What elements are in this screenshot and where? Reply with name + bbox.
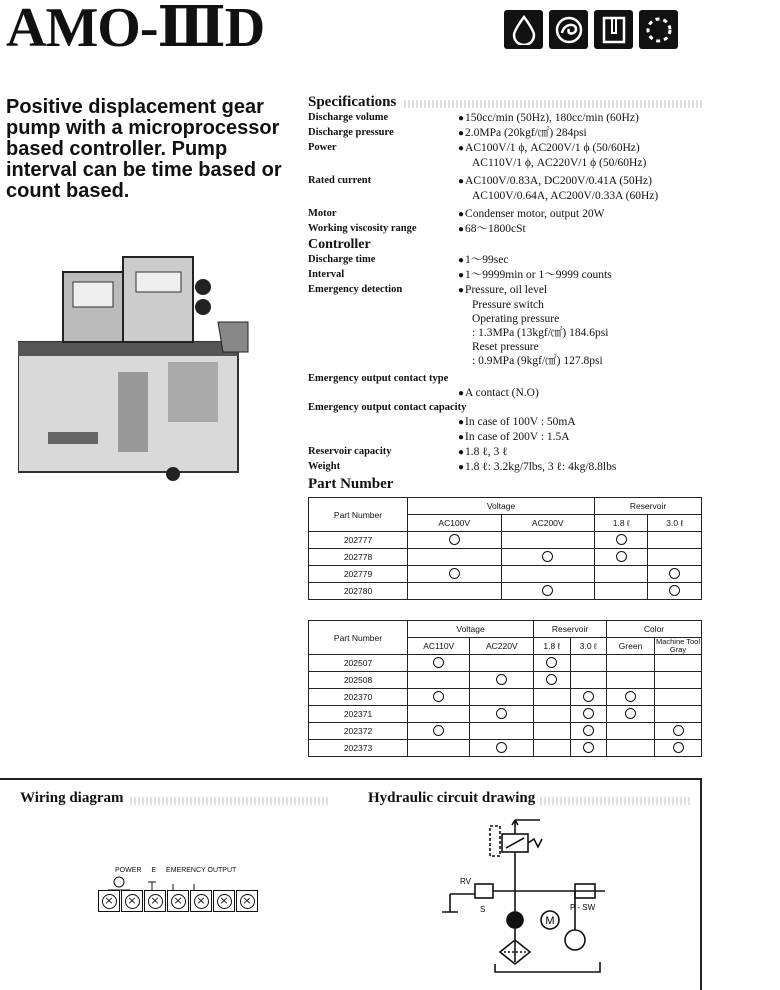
th-ac110v: AC110V bbox=[408, 638, 470, 655]
mark-cell bbox=[408, 549, 502, 566]
circle-mark-icon bbox=[583, 742, 594, 753]
s-label: S bbox=[480, 905, 486, 914]
mark-cell bbox=[655, 672, 702, 689]
th-voltage: Voltage bbox=[408, 498, 595, 515]
mark-cell bbox=[606, 740, 654, 757]
spec-weight: Weight ● 1.8 ℓ: 3.2kg/7lbs, 3 ℓ: 4kg/8.8lbs bbox=[308, 460, 708, 475]
mark-cell bbox=[470, 740, 534, 757]
table-row bbox=[309, 740, 702, 757]
circle-mark-icon bbox=[546, 657, 557, 668]
mark-cell bbox=[408, 583, 502, 600]
part-number-heading: Part Number bbox=[308, 476, 394, 492]
th-ac220v: AC220V bbox=[470, 638, 534, 655]
mark-cell bbox=[408, 740, 470, 757]
page-title: AMO-ⅢD bbox=[6, 0, 265, 59]
circle-mark-icon bbox=[669, 585, 680, 596]
table-row bbox=[309, 549, 702, 566]
terminal-screw-icon: × bbox=[167, 890, 189, 912]
circle-mark-icon bbox=[625, 708, 636, 719]
hydraulic-heading: Hydraulic circuit drawing bbox=[368, 790, 536, 806]
circle-mark-icon bbox=[583, 725, 594, 736]
part-number-cell: 202372 bbox=[309, 723, 408, 740]
terminal-screw-icon: × bbox=[98, 890, 120, 912]
emergency-output-label: EMERENCY OUTPUT bbox=[166, 867, 237, 874]
spec-discharge-volume: Discharge volume ● 150cc/min (50Hz), 180cc/min (60Hz) bbox=[308, 111, 708, 126]
spec-contact-type-label: Emergency output contact type bbox=[308, 373, 449, 384]
mark-cell bbox=[655, 689, 702, 706]
mark-cell bbox=[534, 689, 570, 706]
power-label: POWER bbox=[115, 867, 142, 874]
mark-cell bbox=[408, 655, 470, 672]
mark-cell bbox=[534, 723, 570, 740]
mark-cell bbox=[655, 723, 702, 740]
mark-cell bbox=[408, 706, 470, 723]
th-1-8l: 1.8 ℓ bbox=[595, 515, 648, 532]
terminal-screw-icon: × bbox=[144, 890, 166, 912]
mark-cell bbox=[534, 655, 570, 672]
circle-mark-icon bbox=[433, 691, 444, 702]
mark-cell bbox=[470, 689, 534, 706]
mark-cell bbox=[570, 672, 606, 689]
mark-cell bbox=[655, 740, 702, 757]
mark-cell bbox=[501, 549, 595, 566]
drop-icon bbox=[504, 10, 543, 49]
product-photo bbox=[18, 242, 258, 492]
mark-cell bbox=[595, 549, 648, 566]
table-row bbox=[309, 706, 702, 723]
circle-mark-icon bbox=[673, 725, 684, 736]
circle-mark-icon bbox=[583, 708, 594, 719]
mark-cell bbox=[595, 532, 648, 549]
spec-power: Power ● AC100V/1 ϕ, AC200V/1 ϕ (50/60Hz) AC110V/1 ϕ, AC220V/1 ϕ (50/60Hz) bbox=[308, 141, 708, 170]
mark-cell bbox=[655, 706, 702, 723]
feature-icons bbox=[504, 10, 678, 49]
reservoir-icon bbox=[594, 10, 633, 49]
circle-mark-icon bbox=[496, 742, 507, 753]
mark-cell bbox=[606, 655, 654, 672]
mark-cell bbox=[470, 672, 534, 689]
mark-cell bbox=[470, 723, 534, 740]
part-number-cell: 202507 bbox=[309, 655, 408, 672]
wiring-diagram-heading: Wiring diagram bbox=[20, 790, 124, 806]
spec-motor: Motor ● Condenser motor, output 20W bbox=[308, 207, 708, 222]
e-label: E bbox=[151, 867, 157, 874]
part-number-cell: 202779 bbox=[309, 566, 408, 583]
spec-contact-capacity: ● In case of 100V : 50mA ● In case of 200V : 1.5A bbox=[308, 415, 708, 445]
th-reservoir: Reservoir bbox=[595, 498, 702, 515]
th-green: Green bbox=[606, 638, 654, 655]
mark-cell bbox=[470, 655, 534, 672]
part-number-cell: 202777 bbox=[309, 532, 408, 549]
mark-cell bbox=[534, 706, 570, 723]
mark-cell bbox=[606, 689, 654, 706]
circle-mark-icon bbox=[496, 674, 507, 685]
mark-cell bbox=[501, 566, 595, 583]
th-reservoir: Reservoir bbox=[534, 621, 607, 638]
table-row bbox=[309, 723, 702, 740]
mark-cell bbox=[408, 566, 502, 583]
spec-reservoir: Reservoir capacity ● 1.8 ℓ, 3 ℓ bbox=[308, 445, 708, 460]
circle-mark-icon bbox=[583, 691, 594, 702]
table-row bbox=[309, 566, 702, 583]
circle-mark-icon bbox=[542, 551, 553, 562]
th-3-0l: 3.0 ℓ bbox=[648, 515, 702, 532]
circle-mark-icon bbox=[542, 585, 553, 596]
circle-mark-icon bbox=[449, 534, 460, 545]
circle-mark-icon bbox=[616, 551, 627, 562]
circle-mark-icon bbox=[546, 674, 557, 685]
mark-cell bbox=[570, 723, 606, 740]
mark-cell bbox=[606, 672, 654, 689]
mark-cell bbox=[408, 672, 470, 689]
mark-cell bbox=[570, 740, 606, 757]
circle-mark-icon bbox=[496, 708, 507, 719]
specifications bbox=[308, 94, 708, 475]
mark-cell bbox=[570, 706, 606, 723]
th-1-8l: 1.8 ℓ bbox=[534, 638, 570, 655]
mark-cell bbox=[595, 566, 648, 583]
part-number-cell: 202778 bbox=[309, 549, 408, 566]
mark-cell bbox=[501, 583, 595, 600]
dotted-circle-icon bbox=[639, 10, 678, 49]
spec-contact-type: ● A contact (N.O) bbox=[308, 386, 708, 401]
wiring-labels bbox=[115, 867, 236, 874]
part-number-table-2 bbox=[308, 620, 702, 757]
mark-cell bbox=[570, 655, 606, 672]
mark-cell bbox=[534, 740, 570, 757]
circle-mark-icon bbox=[669, 568, 680, 579]
th-machine-tool-gray: Machine Tool Gray bbox=[655, 637, 701, 654]
mark-cell bbox=[648, 583, 702, 600]
table-row bbox=[309, 532, 702, 549]
spec-rated-current: Rated current ● AC100V/0.83A, DC200V/0.41A (50Hz) AC100V/0.64A, AC200V/0.33A (60Hz) bbox=[308, 174, 708, 203]
spec-viscosity: Working viscosity range ● 68～1800cSt bbox=[308, 222, 708, 237]
mark-cell bbox=[408, 689, 470, 706]
table-row bbox=[309, 672, 702, 689]
spec-discharge-pressure: Discharge pressure ● 2.0MPa (20kgf/㎠) 284psi bbox=[308, 126, 708, 141]
terminal-screw-icon: × bbox=[213, 890, 235, 912]
mark-cell bbox=[570, 689, 606, 706]
mark-cell bbox=[655, 655, 702, 672]
terminal-screw-icon: × bbox=[190, 890, 212, 912]
rv-label: RV bbox=[460, 877, 471, 886]
part-number-cell: 202370 bbox=[309, 689, 408, 706]
controller-heading: Controller bbox=[308, 237, 371, 252]
terminal-block bbox=[98, 890, 259, 912]
headline: Positive displacement gear pump with a microprocessor based controller. Pump interval can be time based or count based. bbox=[6, 96, 282, 202]
spec-discharge-time: Discharge time ● 1～99sec bbox=[308, 253, 708, 268]
specifications-heading: Specifications bbox=[308, 94, 708, 111]
mark-cell bbox=[501, 532, 595, 549]
mark-cell bbox=[470, 706, 534, 723]
heading-rule bbox=[130, 797, 330, 805]
mark-cell bbox=[408, 532, 502, 549]
circle-mark-icon bbox=[616, 534, 627, 545]
circle-mark-icon bbox=[625, 691, 636, 702]
swirl-icon bbox=[549, 10, 588, 49]
mark-cell bbox=[648, 549, 702, 566]
circle-mark-icon bbox=[433, 725, 444, 736]
th-part-number: Part Number bbox=[309, 498, 408, 532]
mark-cell bbox=[595, 583, 648, 600]
mark-cell bbox=[648, 532, 702, 549]
circle-mark-icon bbox=[449, 568, 460, 579]
spec-emergency-detection: Emergency detection ● Pressure, oil level Pressure switch Operating pressure : 1.3MPa (13kgf/㎠) 184.6psi Reset pressure : 0.9MPa (9kgf/㎠) 127.8psi bbox=[308, 283, 708, 368]
mark-cell bbox=[606, 723, 654, 740]
psw-label: P - SW bbox=[570, 903, 596, 912]
th-ac100v: AC100V bbox=[408, 515, 502, 532]
hydraulic-circuit bbox=[430, 812, 620, 977]
circle-mark-icon bbox=[433, 657, 444, 668]
spec-contact-capacity-label: Emergency output contact capacity bbox=[308, 402, 467, 413]
heading-rule bbox=[540, 797, 690, 805]
part-number-cell: 202508 bbox=[309, 672, 408, 689]
mark-cell bbox=[606, 706, 654, 723]
circle-mark-icon bbox=[673, 742, 684, 753]
th-3-0l: 3.0 ℓ bbox=[570, 638, 606, 655]
terminal-screw-icon: × bbox=[236, 890, 258, 912]
part-number-cell: 202780 bbox=[309, 583, 408, 600]
th-color: Color bbox=[606, 621, 701, 638]
terminal-screw-icon: × bbox=[121, 890, 143, 912]
mark-cell bbox=[534, 672, 570, 689]
part-number-cell: 202373 bbox=[309, 740, 408, 757]
table-row bbox=[309, 689, 702, 706]
part-number-cell: 202371 bbox=[309, 706, 408, 723]
table-row bbox=[309, 583, 702, 600]
spec-interval: Interval ● 1～9999min or 1～9999 counts bbox=[308, 268, 708, 283]
motor-label: M bbox=[545, 915, 555, 927]
table-row bbox=[309, 655, 702, 672]
th-voltage: Voltage bbox=[408, 621, 534, 638]
th-part-number: Part Number bbox=[309, 621, 408, 655]
mark-cell bbox=[648, 566, 702, 583]
part-number-table-1 bbox=[308, 497, 702, 600]
th-ac200v: AC200V bbox=[501, 515, 595, 532]
mark-cell bbox=[408, 723, 470, 740]
